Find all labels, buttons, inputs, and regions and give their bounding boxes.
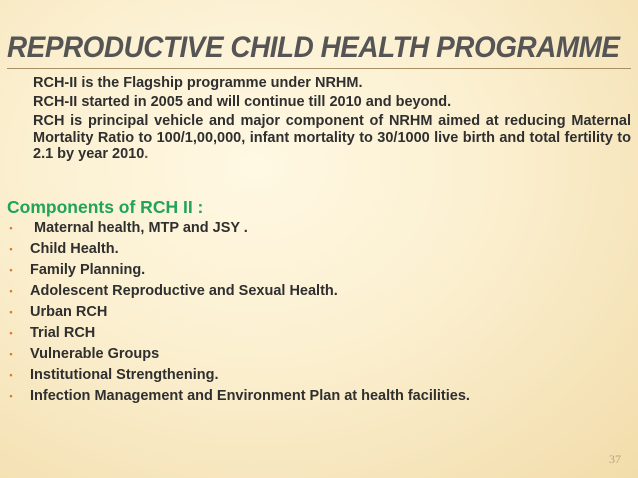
title-divider [7, 68, 631, 69]
list-item-text: Maternal health, MTP and JSY . [30, 220, 248, 236]
list-item-text: Adolescent Reproductive and Sexual Health. [30, 283, 338, 299]
bullet-icon: • [9, 244, 13, 254]
bullet-icon: • [9, 265, 13, 275]
intro-line-started: RCH-II started in 2005 and will continue till 2010 and beyond. [33, 94, 452, 111]
list-item [7, 323, 627, 344]
slide-title: REPRODUCTIVE CHILD HEALTH PROGRAMME [7, 31, 620, 64]
list-item-text: Infection Management and Environment Plan at health facilities. [30, 388, 470, 404]
bullet-icon: • [9, 286, 13, 296]
list-item-text: Urban RCH [30, 304, 108, 320]
intro-line-vehicle [33, 113, 631, 163]
intro-line-vehicle-text: RCH is principal vehicle and major component of NRHM aimed at reducing Maternal Mortality Ratio to 100/1,00,000, infant mortality to 30/1000 live birth and total fertility to 2.1 by year 2010 [33, 113, 631, 163]
list-item [7, 365, 627, 386]
list-item [7, 218, 627, 239]
list-item [7, 344, 627, 365]
list-item [7, 260, 627, 281]
list-item [7, 281, 627, 302]
page-number: 37 [609, 452, 621, 466]
list-item-text: Vulnerable Groups [30, 346, 160, 362]
list-item [7, 302, 627, 323]
list-item-text: Family Planning. [30, 262, 146, 278]
components-list [7, 218, 627, 407]
bullet-icon: • [9, 349, 13, 359]
bullet-icon: • [9, 223, 13, 233]
bullet-icon: • [9, 370, 13, 380]
intro-final-period: . [144, 146, 149, 163]
bullet-icon: • [9, 391, 13, 401]
list-item-text: Trial RCH [30, 325, 96, 341]
list-item [7, 386, 627, 407]
list-item [7, 239, 627, 260]
list-item-text: Child Health. [30, 241, 119, 257]
components-heading: Components of RCH II : [7, 197, 204, 217]
list-item-text: Institutional Strengthening. [30, 367, 219, 383]
intro-line-flagship: RCH-II is the Flagship programme under NRHM. [33, 75, 363, 91]
bullet-icon: • [9, 307, 13, 317]
bullet-icon: • [9, 328, 13, 338]
intro-block [33, 75, 631, 165]
